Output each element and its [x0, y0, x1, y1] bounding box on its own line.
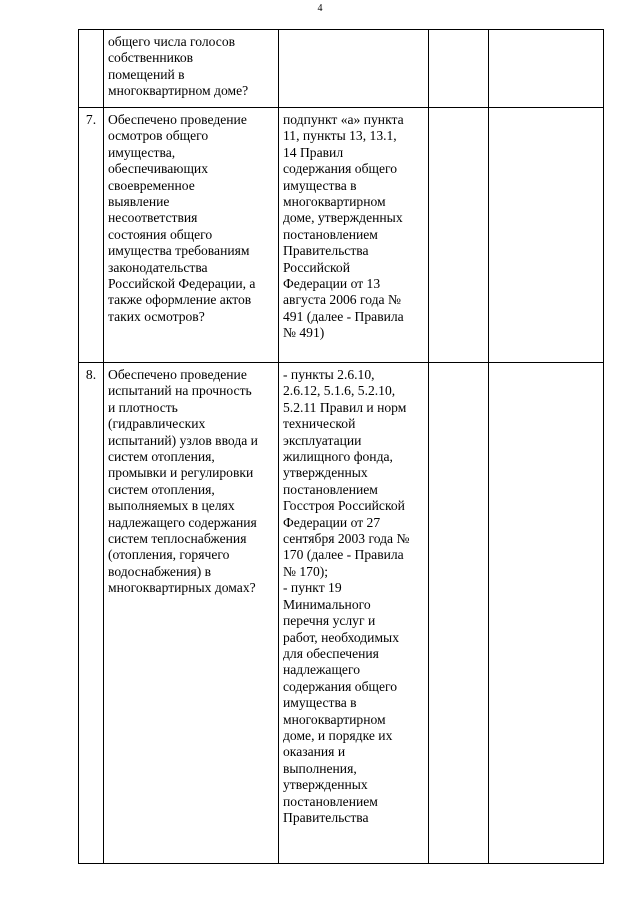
question-text-line: Обеспечено проведение — [108, 367, 247, 382]
row-number: 7. — [85, 112, 97, 127]
legal-reference-line: № 170); — [283, 563, 329, 579]
checklist-table-body — [79, 30, 604, 864]
question-text-line: Обеспечено проведение — [108, 112, 247, 127]
table-row — [79, 108, 604, 363]
legal-reference-line: оказания и — [283, 744, 346, 760]
legal-reference-line: содержания общего — [283, 161, 398, 177]
legal-reference-line: 14 Правил — [283, 144, 344, 160]
question-cell — [104, 108, 279, 363]
legal-reference-line: многоквартирном — [283, 711, 386, 727]
legal-reference-line: утвержденных — [283, 465, 368, 481]
question-text-line: и плотность — [108, 399, 178, 415]
table-row — [79, 363, 604, 864]
legal-reference-line: 491 (далее - Правила — [283, 308, 404, 324]
page-number: 4 — [317, 3, 323, 14]
checklist-table — [78, 29, 604, 864]
legal-reference-line: Минимального — [283, 596, 371, 612]
question-text-line: также оформление актов — [108, 292, 252, 308]
answer-cell-2 — [489, 30, 604, 108]
legal-reference-line: постановлением — [283, 793, 378, 809]
legal-reference-line: работ, необходимых — [283, 629, 399, 645]
legal-reference-line: технической — [283, 416, 356, 432]
legal-reference-line: Российской — [283, 259, 350, 275]
question-text-line: состояния общего — [108, 226, 213, 242]
question-text-line: собственников — [108, 50, 194, 66]
question-text-line: систем отопления, — [108, 481, 215, 497]
question-text-line: выявление — [108, 194, 170, 210]
legal-reference-line: утвержденных — [283, 777, 368, 793]
question-text-line: надлежащего содержания — [108, 514, 257, 530]
legal-reference-line: многоквартирном — [283, 194, 386, 210]
row-number-cell — [79, 363, 104, 864]
question-text-line: Российской Федерации, а — [108, 276, 256, 292]
question-text-line: своевременное — [108, 177, 195, 193]
legal-reference-line: Федерации от 13 — [283, 276, 381, 292]
question-text-line: (гидравлических — [108, 416, 206, 432]
question-cell — [104, 30, 279, 108]
legal-reference-line: 170 (далее - Правила — [283, 547, 404, 563]
legal-reference-line: доме, утвержденных — [283, 210, 403, 226]
legal-reference-line: сентября 2003 года № — [283, 531, 410, 547]
question-text-line: водоснабжения) в — [108, 563, 212, 579]
legal-reference-line: - пункты 2.6.10, — [283, 367, 375, 382]
legal-reference-line: для обеспечения — [283, 645, 379, 661]
legal-reference-line: выполнения, — [283, 760, 357, 776]
legal-reference-line: 5.2.11 Правил и норм — [283, 399, 407, 415]
question-text-line: систем теплоснабжения — [108, 531, 247, 547]
question-text-line: помещений в — [108, 66, 185, 82]
row-number-cell — [79, 30, 104, 108]
table-row — [79, 30, 604, 108]
legal-reference-line: - пункт 19 — [283, 580, 342, 596]
answer-cell-1 — [429, 30, 489, 108]
legal-reference-cell — [279, 363, 429, 864]
legal-reference-line: Госстроя Российской — [283, 498, 405, 514]
legal-reference-line: Правительства — [283, 243, 369, 259]
row-number-cell — [79, 108, 104, 363]
question-text-line: имущества, — [108, 144, 176, 160]
legal-reference-cell — [279, 108, 429, 363]
question-text-line: выполняемых в целях — [108, 498, 235, 514]
legal-reference-line: 11, пункты 13, 13.1, — [283, 128, 397, 144]
question-text-line: испытаний) узлов ввода и — [108, 432, 258, 448]
legal-reference-cell — [279, 30, 429, 108]
answer-cell-1 — [429, 363, 489, 864]
legal-reference-line: августа 2006 года № — [283, 292, 401, 308]
legal-reference-line: содержания общего — [283, 678, 398, 694]
answer-cell-1 — [429, 108, 489, 363]
question-text-line: многоквартирном доме? — [108, 83, 249, 99]
question-text-line: таких осмотров? — [108, 308, 205, 324]
legal-reference-line: Федерации от 27 — [283, 514, 381, 530]
question-text-line: промывки и регулировки — [108, 465, 254, 481]
legal-reference-line: надлежащего — [283, 662, 361, 678]
question-text-line: (отопления, горячего — [108, 547, 230, 563]
legal-reference-line: подпункт «а» пункта — [283, 112, 404, 127]
question-cell — [104, 363, 279, 864]
legal-reference-line: 2.6.12, 5.1.6, 5.2.10, — [283, 383, 396, 399]
legal-reference-line: жилищного фонда, — [283, 449, 393, 465]
legal-reference-line: постановлением — [283, 226, 378, 242]
legal-reference-line: эксплуатации — [283, 432, 362, 448]
legal-reference-line: постановлением — [283, 481, 378, 497]
legal-reference-line: перечня услуг и — [283, 613, 376, 629]
legal-reference-line: доме, и порядке их — [283, 727, 393, 743]
question-text-line: обеспечивающих — [108, 161, 208, 177]
question-text-line: имущества требованиям — [108, 243, 250, 259]
question-text-line: испытаний на прочность — [108, 383, 252, 399]
question-text-line: законодательства — [108, 259, 208, 275]
legal-reference-line: имущества в — [283, 695, 357, 711]
question-text-line: осмотров общего — [108, 128, 209, 144]
row-number: 8. — [85, 367, 97, 382]
question-text-line: несоответствия — [108, 210, 198, 226]
legal-reference-line: Правительства — [283, 809, 369, 825]
legal-reference-line: имущества в — [283, 177, 357, 193]
question-text-line: общего числа голосов — [108, 34, 236, 49]
answer-cell-2 — [489, 363, 604, 864]
answer-cell-2 — [489, 108, 604, 363]
legal-reference-line: № 491) — [283, 325, 325, 341]
question-text-line: многоквартирных домах? — [108, 580, 256, 596]
question-text-line: систем отопления, — [108, 449, 215, 465]
